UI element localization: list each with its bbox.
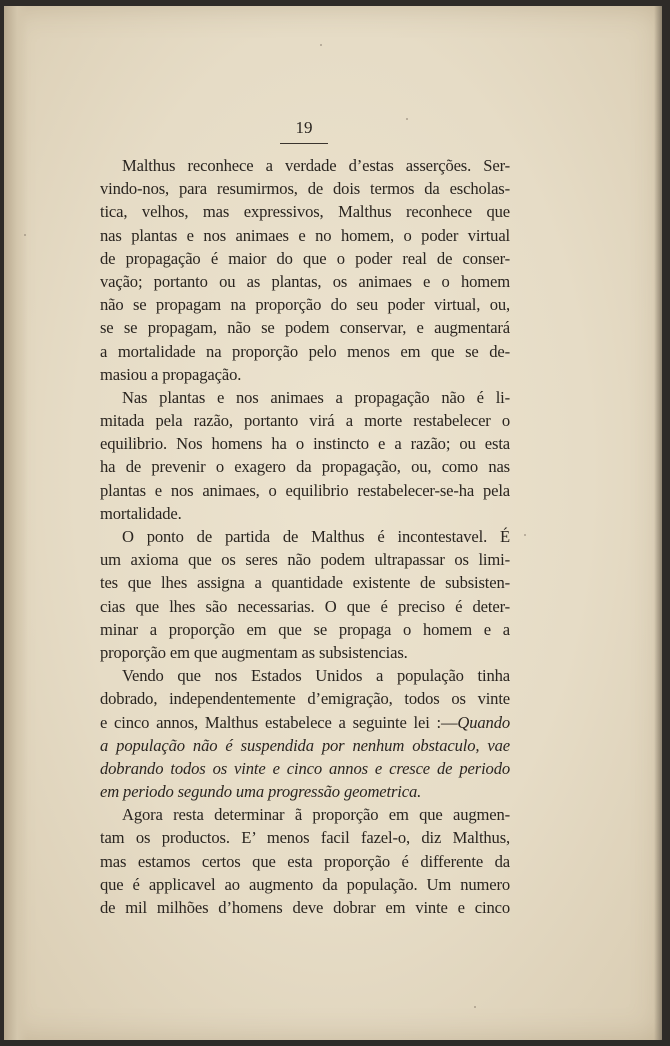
text-line-content: ha de prevenir o exagero da propagação, ou, como nas <box>100 457 510 477</box>
paper-speck <box>406 118 408 120</box>
text-line-content: equilibrio. Nos homens ha o instincto e a razão; ou esta <box>100 434 510 454</box>
text-line <box>100 270 510 293</box>
text-line-content: a mortalidade na proporção pelo menos em que se de- <box>100 341 510 361</box>
text-line-content: mitada pela razão, portanto virá a morte restabelecer o <box>100 411 510 431</box>
text-line-content: Nas plantas e nos animaes a propagação não é li- <box>122 387 510 407</box>
page-edge-shadow <box>654 6 662 1040</box>
text-line <box>100 664 510 687</box>
text-line-content: plantas e nos animaes, o equilibrio restabelecer-se-ha pela <box>100 480 510 500</box>
text-line <box>100 618 510 641</box>
text-line <box>100 502 510 525</box>
book-gutter <box>4 6 28 1040</box>
text-line-content: não se propagam na proporção do seu poder virtual, ou, <box>100 295 510 315</box>
text-line <box>100 224 510 247</box>
text-line <box>100 757 510 780</box>
text-line-content: vação; portanto ou as plantas, os animaes e o homem <box>100 271 510 291</box>
text-line-content: nas plantas e nos animaes e no homem, o poder virtual <box>100 225 510 245</box>
text-line <box>100 826 510 849</box>
text-line <box>100 340 510 363</box>
text-line <box>100 734 510 757</box>
page-number-rule <box>280 143 328 144</box>
text-line <box>100 432 510 455</box>
text-line-content: tica, velhos, mas expressivos, Malthus reconhece que <box>100 202 510 222</box>
text-line-content: O ponto de partida de Malthus é incontestavel. É <box>122 527 510 546</box>
paper-speck <box>320 44 322 46</box>
text-line <box>100 409 510 432</box>
text-line-content: vindo-nos, para resumirmos, de dois termos da escholas- <box>100 179 510 199</box>
text-line <box>100 386 510 409</box>
text-line-content: minar a proporção em que se propaga o homem e a <box>100 619 510 639</box>
text-line-content: um axioma que os seres não podem ultrapassar os limi- <box>100 550 510 570</box>
text-line-content: Agora resta determinar ã proporção em que augmen- <box>122 805 510 825</box>
text-line <box>100 687 510 710</box>
text-line <box>100 711 510 734</box>
text-line <box>100 363 510 386</box>
text-line-content: masiou a propagação. <box>100 364 242 384</box>
text-line-content: mas estamos certos que esta proporção é differente da <box>100 851 510 871</box>
page-number: 19 <box>295 118 313 137</box>
text-line-content: e cinco annos, Malthus estabelece a seguinte lei :— <box>100 712 458 732</box>
text-line <box>100 154 510 177</box>
text-line <box>100 803 510 826</box>
text-line-content: dobrado, independentemente d’emigração, todos os vinte <box>100 689 510 709</box>
text-line-content: Vendo que nos Estados Unidos a população tinha <box>122 666 510 686</box>
text-line-content: se se propagam, não se podem conservar, e augmentará <box>100 318 510 338</box>
text-line-content: em periodo segundo uma progressão geometrica. <box>100 782 422 802</box>
paper-speck <box>474 1006 476 1008</box>
text-line-content: a população não é suspendida por nenhum obstaculo, vae <box>100 735 510 755</box>
text-line-content: que é applicavel ao augmento da população. Um numero <box>100 874 510 894</box>
body-text <box>100 154 510 919</box>
text-line <box>100 595 510 618</box>
text-line <box>100 641 510 664</box>
book-page <box>4 6 662 1040</box>
text-line-content: mortalidade. <box>100 503 182 523</box>
text-line-content: tes que lhes assigna a quantidade existente de subsisten- <box>100 573 510 593</box>
text-line <box>100 455 510 478</box>
text-line-content: tam os productos. E’ menos facil fazel-o, diz Malthus, <box>100 828 510 848</box>
text-line-content: cias que lhes são necessarias. O que é preciso é deter- <box>100 596 510 616</box>
text-line <box>100 896 510 919</box>
text-line <box>100 316 510 339</box>
text-line <box>100 548 510 571</box>
text-line <box>100 247 510 270</box>
text-line <box>100 479 510 502</box>
text-line <box>100 850 510 873</box>
text-line <box>100 780 510 803</box>
paper-speck <box>524 534 526 536</box>
text-line-italic-tail: Quando <box>457 712 510 732</box>
paper-speck <box>24 234 26 236</box>
text-line <box>100 525 510 548</box>
text-line <box>100 293 510 316</box>
text-line <box>100 873 510 896</box>
text-line <box>100 177 510 200</box>
text-line-content: dobrando todos os vinte e cinco annos e cresce de periodo <box>100 758 510 778</box>
text-line-content: proporção em que augmentam as subsistencias. <box>100 642 408 662</box>
text-line-content: de propagação é maior do que o poder real de conser- <box>100 248 510 268</box>
text-line <box>100 571 510 594</box>
text-line-content: Malthus reconhece a verdade d’estas asserções. Ser- <box>122 156 510 175</box>
text-line-content: de mil milhões d’homens deve dobrar em vinte e cinco <box>100 898 510 917</box>
text-line <box>100 200 510 223</box>
